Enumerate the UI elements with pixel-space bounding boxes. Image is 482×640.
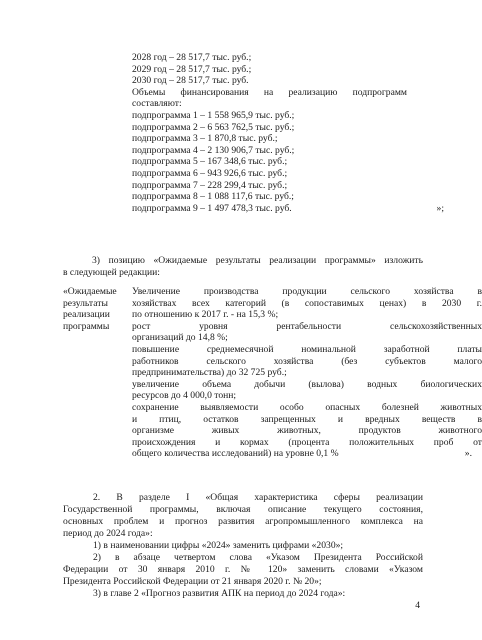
subprogram-line: подпрограмма 9 – 1 497 478,3 тыс. руб. [132,202,292,214]
item-3-line: в следующей редакции: [63,267,160,278]
item-3-paragraph [92,255,423,267]
section-2-line: Президента Российской Федерации от 21 января 2020 г. № 20»; [63,576,322,587]
page-number: 4 [415,600,420,611]
right-cell-line: Увеличение производства продукции сельского хозяйства в [132,286,482,297]
section-2-line: 2) в абзаце четвертом слова «Указом Президента Российской [93,552,423,563]
right-cell-line: повышение среднемесячной номинальной заработной платы [132,343,482,355]
item-3-line: 3) позицию «Ожидаемые результаты реализации программы» изложить [92,255,423,266]
section-2-line: основных проблем и прогноз развития агропромышленного комплекса на [63,516,423,527]
subprogram-line: подпрограмма 4 – 2 130 906,7 тыс. руб.; [132,144,295,156]
year-line: 2030 год – 28 517,7 тыс. руб. [132,75,249,87]
section-2-line: Федерации от 30 января 2010 г. № 120» заменить словами «Указом [63,564,423,575]
right-cell-line: предпринимательства) до 32 725 руб.; [132,367,287,379]
right-cell-line: организаций до 14,8 %; [132,332,228,344]
left-cell-line: реализации [63,309,110,321]
closing-quote: ». [464,448,472,460]
right-cell-line: рост уровня рентабельности сельскохозяйственных [132,320,482,332]
subprogram-last-line [132,203,444,215]
section-2-line: 2. В разделе I «Общая характеристика сферы реализации [93,492,423,503]
subprogram-line: подпрограмма 1 – 1 558 965,9 тыс. руб.; [132,109,295,121]
subprogram-line: подпрограмма 3 – 1 870,8 тыс. руб.; [132,133,278,145]
right-cell-last-line [132,448,482,460]
subprogram-line: подпрограмма 8 – 1 088 117,6 тыс. руб.; [132,191,294,203]
year-line: 2028 год – 28 517,7 тыс. руб.; [132,52,252,63]
right-cell-line: ресурсов до 4 000,0 тонн; [132,390,237,402]
funding-heading-cont: составляют: [132,98,182,110]
right-cell-line: общего количества исследований) на уровне 0,1 % [132,448,339,460]
subprogram-line: подпрограмма 6 – 943 926,6 тыс. руб.; [132,167,288,179]
section-2-line: Государственной программы, включая описание текущего состояния, [63,504,423,515]
right-cell-line: и птиц, остатков запрещенных и вредных веществ в [132,413,482,425]
item-3-paragraph-cont [63,267,423,279]
right-cell-line: хозяйствах всех категорий (в сопоставимых ценах) в 2030 г. [132,297,482,309]
table-left-column [63,286,123,332]
left-cell-line: программы [63,320,110,332]
section-2-line: 1) в наименовании цифры «2024» заменить цифрами «2030»; [93,540,344,551]
right-cell-line: по отношению к 2017 г. - на 15,3 %; [132,309,279,321]
table-right-column [132,286,482,460]
subprogram-line: подпрограмма 2 – 6 563 762,5 тыс. руб.; [132,121,295,133]
right-cell-line: увеличение объема добычи (вылова) водных биологических [132,378,482,390]
right-cell-line: организме живых животных, продуктов животного [132,425,482,437]
section-2-line: 3) в главе 2 «Прогноз развития АПК на период до 2024 года»: [93,588,346,599]
right-cell-line: сохранение выявляемости особо опасных болезней животных [132,401,482,413]
closing-quote: »; [436,202,444,214]
right-cell-line: происхождения и кормах (процента положительных проб от [132,436,482,448]
left-cell-line: «Ожидаемые [63,286,117,297]
funding-heading: Объемы финансирования на реализацию подпрограмм [132,86,407,98]
subprogram-line: подпрограмма 5 – 167 348,6 тыс. руб.; [132,156,288,168]
subprogram-line: подпрограмма 7 – 228 299,4 тыс. руб.; [132,179,288,191]
year-line: 2029 год – 28 517,7 тыс. руб.; [132,63,252,75]
left-cell-line: результаты [63,297,108,309]
funding-block [132,0,444,214]
right-cell-line: работников сельского хозяйства (без субъектов малого [132,355,482,367]
section-2-line: период до 2024 года»: [63,528,153,539]
section-2-paragraph [63,492,423,600]
